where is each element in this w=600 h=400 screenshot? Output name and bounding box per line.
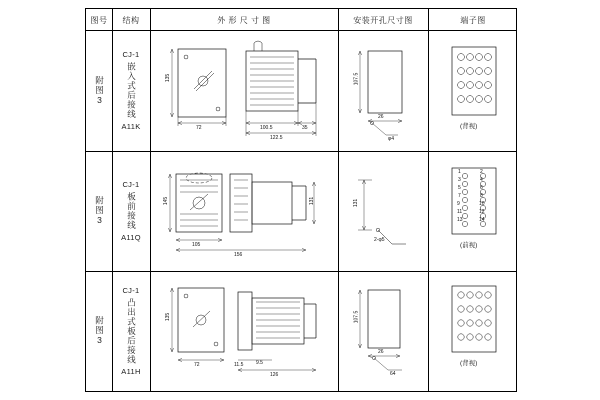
dim-label: 122.5 — [270, 135, 283, 141]
dim-label: 72 — [196, 125, 202, 131]
terminal-number: 7 — [458, 192, 461, 199]
structure-code-top: CJ-1 — [122, 285, 140, 295]
terminal-number: 1 — [458, 168, 461, 175]
dim-label: 135 — [165, 313, 172, 322]
header-figure-no: 图号 — [90, 15, 108, 25]
header-terminal: 端子图 — [460, 15, 486, 25]
dim-label: 156 — [234, 251, 243, 258]
terminal-number: 5 — [458, 184, 461, 191]
figure-no-label: 附图3 — [94, 316, 105, 347]
dim-label: φ4 — [388, 136, 395, 142]
terminal-number: 3 — [458, 176, 461, 183]
structure-cell — [112, 31, 150, 151]
terminal-view-label: (前视) — [460, 241, 478, 249]
structure-text: 嵌入式后接线 — [126, 62, 137, 120]
table-row — [86, 31, 516, 152]
dim-label: 9.5 — [256, 360, 263, 367]
figure-no-cell — [86, 31, 112, 151]
structure-code-top: CJ-1 — [122, 180, 140, 190]
mounting-drawing — [338, 31, 428, 151]
terminal-drawing — [428, 152, 518, 272]
structure-cell — [112, 272, 150, 390]
dim-label: 35 — [302, 125, 308, 131]
terminal-number: 13 — [457, 216, 463, 223]
dim-label: 64 — [390, 371, 396, 378]
terminal-number: 10 — [479, 200, 485, 207]
figure-no-cell — [86, 272, 112, 390]
terminal-view-label: (背视) — [460, 360, 478, 368]
table-row — [86, 152, 516, 273]
terminal-number: 11 — [457, 208, 463, 215]
terminal-view-label: (背视) — [460, 123, 478, 130]
terminal-number: 14 — [479, 216, 485, 223]
figure-no-label: 附图3 — [94, 196, 105, 227]
outline-drawing — [150, 272, 338, 390]
terminal-drawing — [428, 31, 518, 151]
terminal-number: 12 — [479, 208, 485, 215]
header-mounting: 安装开孔尺寸图 — [353, 15, 413, 25]
dim-label: 145 — [163, 196, 170, 205]
header-outline: 外 形 尺 寸 图 — [217, 15, 271, 25]
dim-label: 131 — [309, 196, 316, 205]
terminal-number: 9 — [457, 200, 460, 207]
terminal-drawing — [428, 272, 518, 390]
dim-label: 105 — [192, 241, 201, 248]
mounting-drawing — [338, 152, 428, 272]
structure-code-bottom: A11K — [121, 122, 141, 132]
structure-text: 凸出式板后接线 — [126, 297, 137, 365]
dim-label: 26 — [378, 114, 384, 120]
dim-label: 126 — [270, 372, 279, 379]
structure-code-bottom: A11H — [121, 367, 141, 377]
dim-label: 131 — [353, 198, 360, 207]
spec-table — [85, 8, 517, 392]
dim-label: 11.5 — [234, 362, 244, 369]
structure-cell — [112, 152, 150, 272]
figure-no-cell — [86, 152, 112, 272]
outline-drawing — [150, 31, 338, 151]
header-structure: 结构 — [122, 15, 140, 25]
dim-label: 26 — [378, 349, 384, 356]
terminal-number: 8 — [480, 192, 483, 199]
terminal-number: 4 — [480, 176, 483, 183]
terminal-number: 6 — [480, 184, 483, 191]
terminal-number: 2 — [480, 168, 483, 175]
dim-label: 107.5 — [353, 72, 360, 86]
outline-drawing — [150, 152, 338, 272]
figure-no-label: 附图3 — [94, 75, 105, 106]
structure-code-top: CJ-1 — [122, 50, 140, 60]
dim-label: 135 — [165, 73, 172, 83]
dim-label: 107.5 — [353, 310, 360, 324]
dim-label: 72 — [194, 362, 200, 369]
structure-text: 板前接线 — [126, 192, 137, 231]
structure-code-bottom: A11Q — [121, 233, 141, 243]
mounting-drawing — [338, 272, 428, 390]
table-row — [86, 272, 516, 390]
dim-label: 100.5 — [260, 125, 273, 131]
dim-label: 2-φ5 — [374, 236, 385, 243]
